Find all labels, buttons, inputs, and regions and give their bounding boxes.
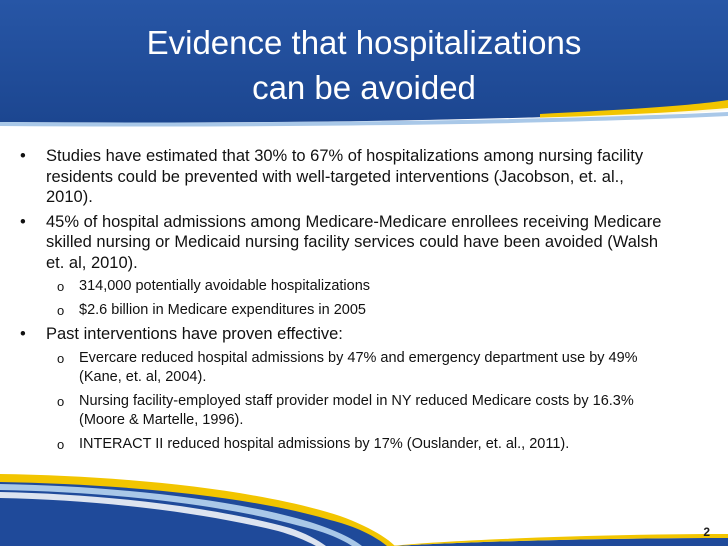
footer-wave-graphic [0,470,728,546]
page-number: 2 [703,525,710,539]
bullet-dot: • [20,212,26,231]
slide-body [20,146,670,458]
bullet-dot: • [20,147,26,165]
slide-header-banner [0,0,728,128]
bullet-text: 45% of hospital admissions among Medicare-Medicare enrollees receiving Medicare skilled nursing or Medicaid nursing facility services could have been avoided (Walsh et. al, 2010). [46,212,662,272]
slide-footer-swoosh [0,470,728,546]
bullet-item [20,324,670,345]
bullet-text: Past interventions have proven effective: [46,325,343,343]
slide-title [0,20,728,110]
bullet-item [20,146,670,208]
sub-bullet-circle: o [57,393,65,409]
sub-bullet-text: $2.6 billion in Medicare expenditures in 2005 [79,301,366,318]
slide-title-line-1: Evidence that hospitalizations [146,24,582,61]
sub-bullet-text: Nursing facility-employed staff provider model in NY reduced Medicare costs by 16.3% (Moore & Martelle, 1996). [79,392,634,428]
bullet-text: Studies have estimated that 30% to 67% of hospitalizations among nursing facility residents could be prevented with well-targeted interventions (Jacobson, et. al., 2010). [46,147,644,206]
sub-bullet-text: Evercare reduced hospital admissions by 47% and emergency department use by 49% (Kane, et. al, 2004). [79,349,638,385]
sub-bullet-item [20,301,670,321]
bullet-dot: • [20,325,26,343]
bullet-item [20,212,670,274]
slide-title-line-2: can be avoided [252,69,476,106]
sub-bullet-circle: o [57,436,65,452]
sub-bullet-item [20,349,670,388]
sub-bullet-circle: o [57,302,65,318]
sub-bullet-item [20,435,670,455]
sub-bullet-text: 314,000 potentially avoidable hospitalizations [79,278,371,294]
sub-bullet-circle: o [57,279,65,294]
sub-bullet-item [20,392,670,431]
sub-bullet-item [20,277,670,297]
sub-bullet-circle: o [57,350,65,366]
sub-bullet-text: INTERACT II reduced hospital admissions by 17% (Ouslander, et. al., 2011). [79,435,570,452]
